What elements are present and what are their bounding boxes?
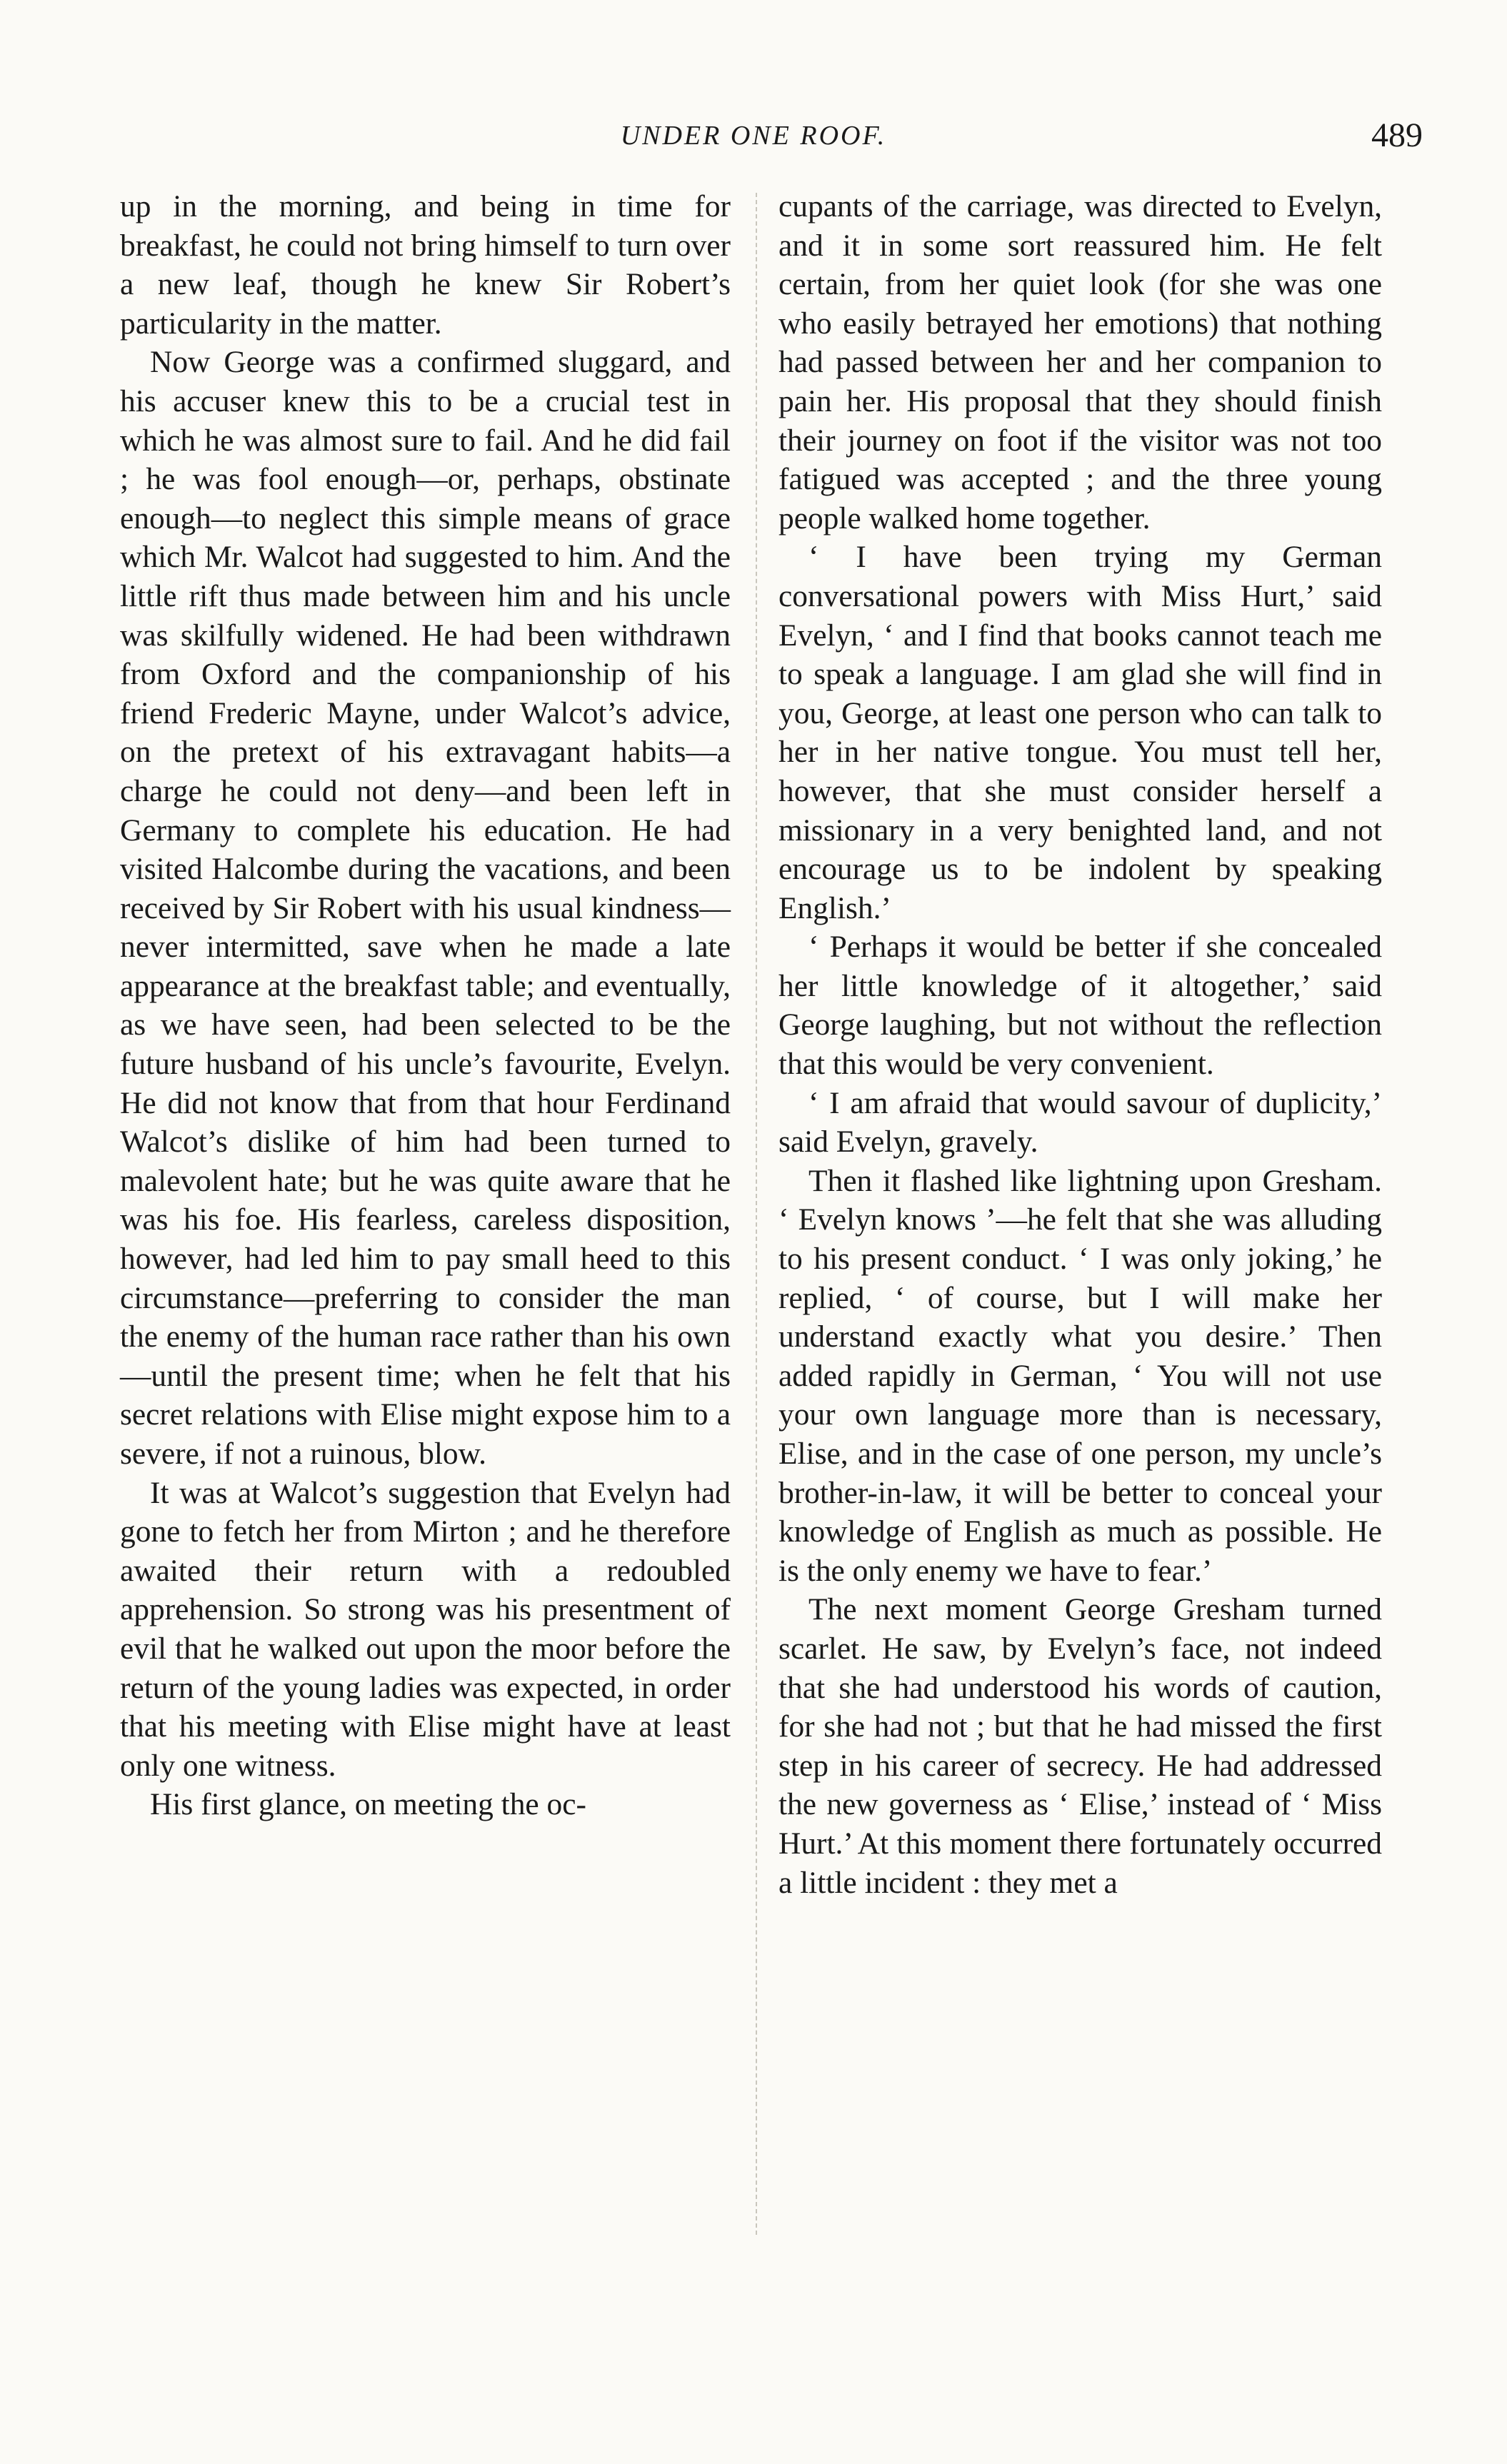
- paragraph: His first glance, on meeting the oc-: [150, 1787, 586, 1822]
- paragraph: Now George was a confirmed sluggard, and his accuser knew this to be a crucial test in which he was almost sure to fail. And he did fail ; he was fool enough—or, perhaps, obstinate enough—to neglect this simple means of grace which Mr. Walcot had suggested to him. And the little rift thus made between him and his uncle was skilfully widened. He had been withdrawn from Oxford and the companionship of his friend Frederic Mayne, under Walcot’s advice, on the pretext of his extravagant habits—a charge he could not deny—and been left in Germany to complete his education. He had visited Halcombe during the vacations, and been received by Sir Robert with his usual kindness—never intermitted, save when he made a late appearance at the breakfast table; and eventually, as we have seen, had been selected to be the future husband of his uncle’s favourite, Evelyn. He did not know that from that hour Ferdinand Walcot’s dislike of him had been turned to malevolent hate; but he was quite aware that he was his foe. His fearless, careless disposition, however, had led him to pay small heed to this circumstance—preferring to consider the man the enemy of the human race rather than his own—until the present time; when he felt that his secret relations with Elise might expose him to a severe, if not a ruinous, blow.: [120, 345, 731, 1471]
- column-divider: [756, 193, 757, 2235]
- paragraph: ‘ Perhaps it would be better if she concealed her little knowledge of it altogether,’ said George laughing, but not without the reflection that this would be very convenient.: [778, 930, 1382, 1082]
- paragraph: ‘ I have been trying my German conversational powers with Miss Hurt,’ said Evelyn, ‘ and I find that books cannot teach me to speak a language. I am glad she will find in you, George, at least one person who can talk to her in her native tongue. You must tell her, however, that she must consider herself a missionary in a very benighted land, and not encourage us to be indolent by speaking English.’: [778, 540, 1382, 925]
- paragraph: ‘ I am afraid that would savour of duplicity,’ said Evelyn, gravely.: [778, 1085, 1382, 1160]
- running-title: UNDER ONE ROOF.: [620, 121, 887, 151]
- right-column: [778, 187, 1382, 1902]
- paragraph: Then it flashed like lightning upon Gresham. ‘ Evelyn knows ’—he felt that she was alluding to his present conduct. ‘ I was only joking,’ he replied, ‘ of course, but I will make her understand exactly what you desire.’ Then added rapidly in German, ‘ You will not use your own language more than is necessary, Elise, and in the case of one person, my uncle’s brother-in-law, it will be better to conceal your knowledge of English as much as possible. He is the only enemy we have to fear.’: [778, 1163, 1382, 1588]
- page-number: 489: [1371, 116, 1423, 154]
- left-column: [120, 187, 731, 1824]
- paragraph: up in the morning, and being in time for breakfast, he could not bring himself to turn over a new leaf, though he knew Sir Robert’s particularity in the matter.: [120, 189, 731, 341]
- paragraph: The next moment George Gresham turned scarlet. He saw, by Evelyn’s face, not indeed that she had understood his words of caution, for she had not ; but that he had missed the first step in his career of secrecy. He had addressed the new governess as ‘ Elise,’ instead of ‘ Miss Hurt.’ At this moment there fortunately occurred a little incident : they met a: [778, 1592, 1382, 1900]
- paragraph: It was at Walcot’s suggestion that Evelyn had gone to fetch her from Mirton ; and he therefore awaited their return with a redoubled apprehension. So strong was his presentment of evil that he walked out upon the moor before the return of the young ladies was expected, in order that his meeting with Elise might have at least only one witness.: [120, 1475, 731, 1783]
- paragraph: cupants of the carriage, was directed to Evelyn, and it in some sort reassured him. He felt certain, from her quiet look (for she was one who easily betrayed her emotions) that nothing had passed between her and her companion to pain her. His proposal that they should finish their journey on foot if the visitor was not too fatigued was accepted ; and the three young people walked home together.: [778, 189, 1382, 535]
